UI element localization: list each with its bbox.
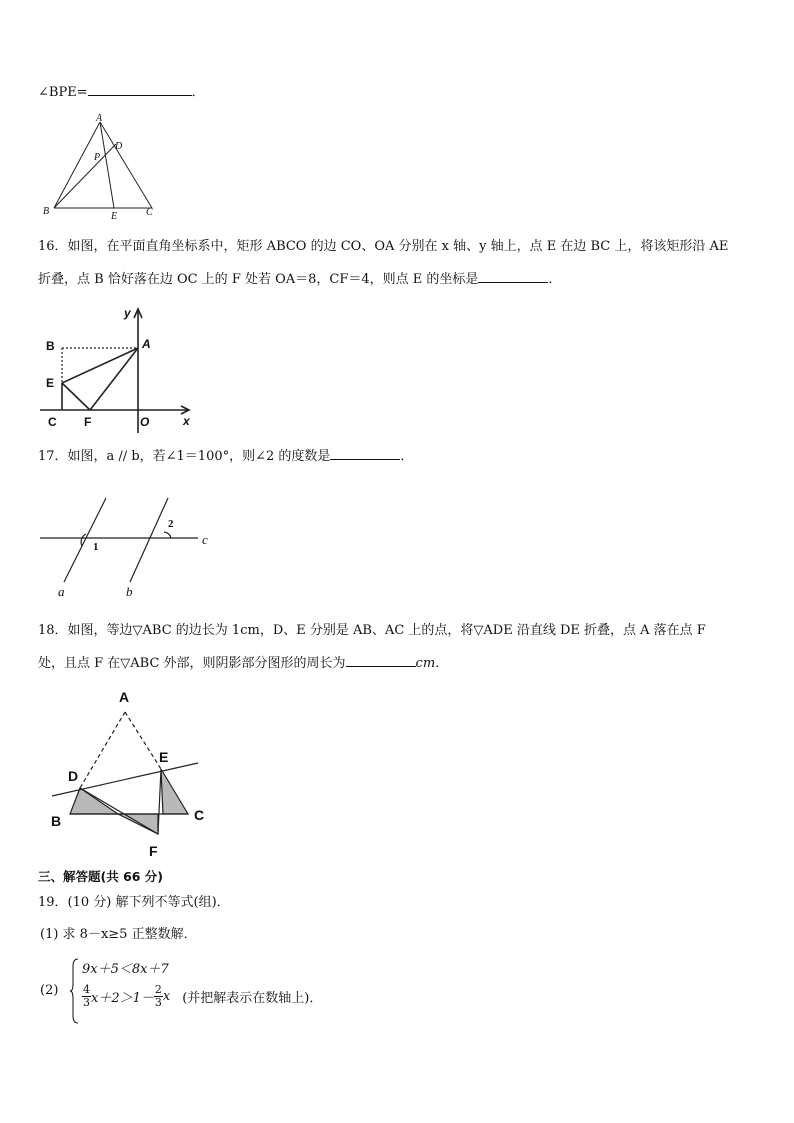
q17-label-1: 1 (93, 541, 99, 553)
q15-label-e: E (111, 211, 118, 222)
q19-part2-label: (2) (40, 983, 59, 998)
q16-coordinate-figure (40, 305, 200, 433)
q16-label-f: F (84, 415, 92, 429)
q15-label-b: B (43, 206, 50, 217)
q17-suffix: ． (400, 449, 414, 464)
q15-label-a: A (96, 113, 103, 124)
q16-blank[interactable] (478, 270, 548, 283)
q17-blank[interactable] (330, 447, 400, 460)
q19-part2-note: (并把解表示在数轴上)． (182, 991, 323, 1006)
q18-blank[interactable] (346, 654, 416, 667)
q15-blank[interactable] (88, 83, 192, 96)
q16-segment-ea (62, 348, 138, 383)
q16-label-o: O (140, 415, 150, 429)
q16-line1: 16．如图，在平面直角坐标系中，矩形 ABCO 的边 CO、OA 分别在 x 轴、y 轴上，点 E 在边 BC 上，将该矩形沿 AE (38, 239, 729, 254)
q18-line2 (38, 654, 448, 673)
q19-frac2-denominator: 3 (154, 996, 162, 1009)
q19-inequality-2-end: x (162, 989, 171, 1004)
q19-system-brace (70, 958, 80, 1024)
q16-segment-fa (90, 348, 138, 410)
q18-label-c: C (194, 807, 205, 823)
q15-label-c: C (146, 207, 153, 218)
q16-line2-suffix: ． (548, 272, 562, 287)
q17-parallel-lines-figure (38, 494, 218, 602)
q15-triangle-figure (40, 112, 165, 224)
q16-label-a: A (142, 337, 151, 351)
q19-fraction-2-3 (154, 984, 163, 1009)
q16-label-b: B (46, 339, 55, 353)
q17-label-c: c (202, 532, 208, 547)
q16-label-x: x (183, 414, 190, 428)
q15-label-d: D (115, 141, 123, 152)
q18-dashed-ae (125, 712, 161, 769)
q15-segment-bd (54, 144, 116, 208)
q17-prefix: 17．如图，a // b，若∠1＝100°，则∠2 的度数是 (38, 449, 331, 464)
q18-line2-suffix: cm． (415, 656, 449, 671)
q18-folded-triangle-figure (40, 684, 215, 862)
q15-suffix: ． (191, 85, 205, 100)
q15-answer-line (38, 83, 205, 102)
q16-segment-ef (62, 383, 90, 410)
q15-side-ac (100, 122, 152, 208)
q19-inequality-2-middle: x＋2＞1－ (91, 991, 154, 1006)
q17-angle-2-arc (164, 532, 171, 538)
q17-line-a (64, 498, 106, 582)
q16-label-e: E (46, 376, 55, 390)
q15-label-p: P (94, 152, 101, 163)
q16-label-c: C (48, 415, 57, 429)
q18-label-b: B (51, 813, 62, 829)
q19-frac1-denominator: 3 (83, 996, 90, 1009)
q18-label-f: F (149, 843, 158, 859)
q18-line2-prefix: 处，且点 F 在▽ABC 外部，则阴影部分图形的周长为 (38, 656, 346, 671)
q19-frac2-numerator: 2 (154, 983, 162, 996)
q15-side-ab (54, 122, 100, 208)
q17-line (38, 447, 413, 466)
q18-dashed-ad (80, 712, 125, 788)
q19-frac1-numerator: 4 (83, 983, 90, 996)
q19-inequality-2 (82, 984, 322, 1009)
q19-title: 19．(10 分) 解下列不等式(组)． (38, 895, 230, 910)
q19-fraction-4-3 (82, 984, 91, 1009)
q19-part1: (1) 求 8－x≥5 正整数解． (40, 927, 197, 942)
q17-label-a: a (58, 584, 65, 599)
q16-line2-prefix: 折叠，点 B 恰好落在边 OC 上的 F 处若 OA＝8，CF＝4，则点 E 的坐标是 (38, 272, 479, 287)
q19-inequality-1: 9x＋5＜8x＋7 (82, 962, 169, 977)
q16-label-y: y (124, 306, 131, 320)
q16-line2 (38, 270, 561, 289)
q17-label-b: b (126, 584, 133, 599)
section-3-title: 三、解答题(共 66 分) (38, 869, 164, 884)
q18-label-e: E (159, 749, 169, 765)
q17-line-b (130, 498, 168, 582)
q18-line1: 18．如图，等边▽ABC 的边长为 1cm，D、E 分别是 AB、AC 上的点，将▽ADE 沿直线 DE 折叠，点 A 落在点 F (38, 623, 706, 638)
q18-label-a: A (119, 689, 130, 705)
q18-shaded-left (70, 788, 118, 814)
q18-shaded-right (161, 769, 188, 814)
q15-prefix: ∠BPE= (38, 85, 88, 100)
q17-label-2: 2 (168, 518, 174, 530)
q15-segment-ae (100, 122, 114, 208)
q18-label-d: D (68, 768, 79, 784)
